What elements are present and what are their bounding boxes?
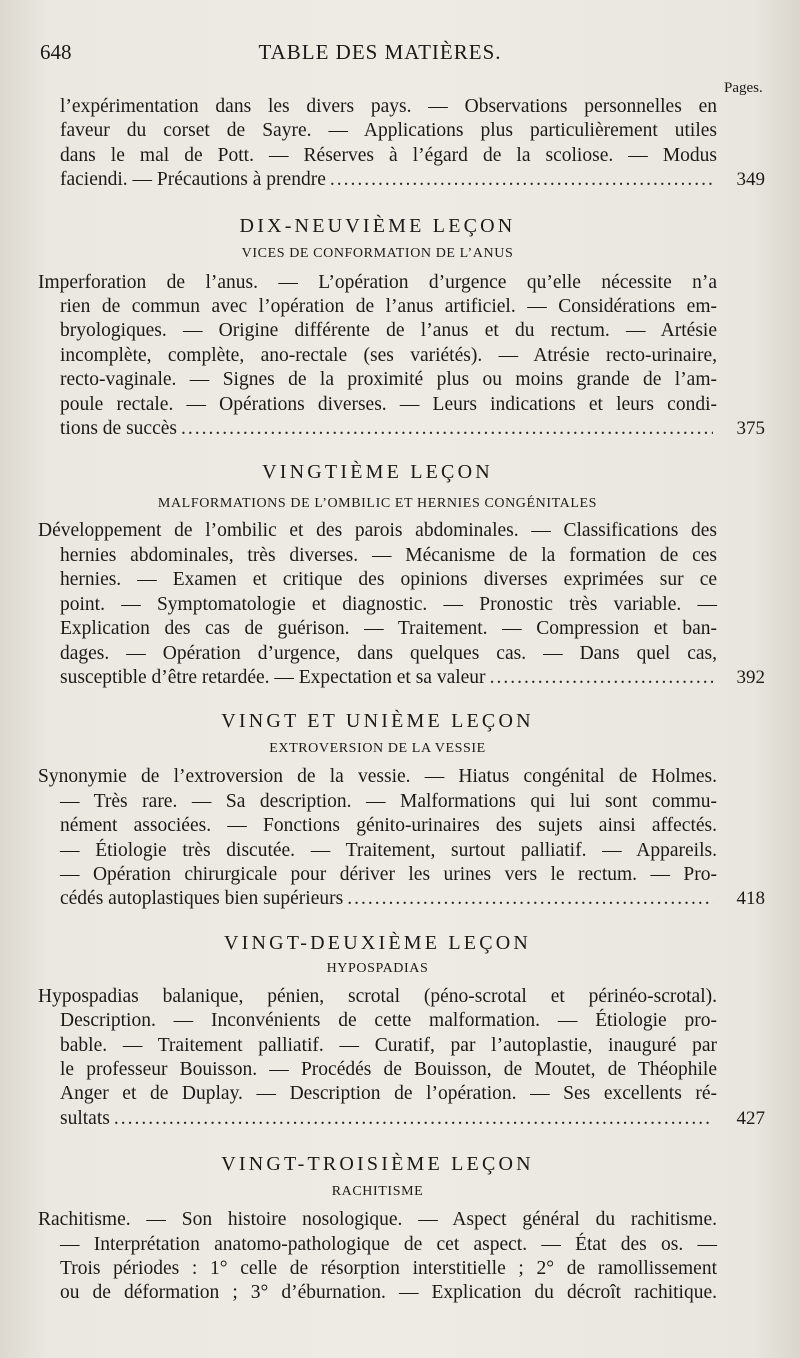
entry-line-last: cédés autoplastiques bien supérieurs ..... — [38, 887, 717, 911]
lesson-summary — [38, 985, 765, 1131]
entry-line-last: faciendi. — Précautions à prendre ..... — [38, 168, 717, 192]
entry-line: le professeur Bouisson. — Procédés de Bouisson, de Moutet, de Théophile — [60, 1058, 717, 1080]
entry-line: bable. — Traitement palliatif. — Curatif, par l’autoplastie, inauguré par — [60, 1034, 717, 1056]
lesson-title: VINGT ET UNIÈME LEÇON — [221, 710, 534, 733]
entry-line: bryologiques. — Origine différente de l’anus et du rectum. — Artésie — [60, 320, 717, 342]
page-ref: 427 — [736, 1107, 765, 1129]
entry-line: incomplète, complète, ano-rectale (ses variétés). — Atrésie recto-urinaire, — [60, 344, 717, 366]
dot-leader — [181, 417, 713, 441]
entry-line-last: susceptible d’être retardée. — Expectation et sa valeur ..... — [38, 666, 717, 690]
entry-line-last: sultats ..... — [38, 1107, 717, 1131]
entry-line: Description. — Inconvénients de cette malformation. — Étiologie pro- — [60, 1010, 717, 1032]
lesson-summary — [38, 1208, 765, 1306]
entry-line: dans le mal de Pott. — Réserves à l’égard de la scoliose. — Modus — [60, 144, 717, 166]
page-ref: 349 — [736, 169, 765, 191]
entry-line: — Interprétation anatomo-pathologique de cet aspect. — État des os. — — [60, 1233, 717, 1255]
lesson-title: VINGTIÈME LEÇON — [262, 461, 493, 484]
lesson-subtitle: EXTROVERSION DE LA VESSIE — [269, 741, 486, 757]
dot-leader — [347, 887, 713, 911]
entry-line: ou de déformation ; 3° d’éburnation. — Explication du décroît rachitique. — [60, 1282, 717, 1304]
entry-line: Rachitisme. — Son histoire nosologique. — Aspect général du rachitisme. — [38, 1209, 717, 1231]
entry-line: hernies. — Examen et critique des opinions diverses exprimées sur ce — [60, 569, 717, 591]
entry-line: Imperforation de l’anus. — L’opération d’urgence qu’elle nécessite n’a — [38, 271, 717, 293]
entry-line: Hypospadias balanique, pénien, scrotal (péno-scrotal et périnéo-scrotal). — [38, 985, 717, 1007]
running-title: TABLE DES MATIÈRES. — [258, 40, 502, 64]
entry-line: faveur du corset de Sayre. — Applications plus particulièrement utiles — [60, 120, 717, 142]
lesson-subtitle: VICES DE CONFORMATION DE L’ANUS — [241, 245, 514, 261]
entry-line: Anger et de Duplay. — Description de l’opération. — Ses excellents ré- — [60, 1083, 717, 1105]
lesson-summary — [38, 271, 765, 442]
entry-line: Synonymie de l’extroversion de la vessie. — Hiatus congénital de Holmes. — [38, 766, 717, 788]
dot-leader — [330, 168, 713, 192]
entry-line: l’expérimentation dans les divers pays. — Observations personnelles en — [60, 96, 717, 117]
lesson-title: VINGT-TROISIÈME LEÇON — [221, 1153, 534, 1176]
entry-line: rien de commun avec l’opération de l’anus artificiel. — Considérations em- — [60, 296, 717, 318]
lesson-subtitle: HYPOSPADIAS — [326, 960, 429, 976]
entry-line: hernies abdominales, très diverses. — Mécanisme de la formation de ces — [60, 544, 717, 566]
dot-leader — [490, 666, 713, 690]
running-head — [40, 40, 720, 66]
entry-line-last: tions de succès ..... — [38, 417, 717, 441]
page-ref: 375 — [736, 418, 765, 440]
lesson-subtitle: RACHITISME — [331, 1184, 424, 1200]
entry-line: — Opération chirurgicale pour dériver les urines vers le rectum. — Pro- — [60, 863, 717, 885]
entry-line: — Étiologie très discutée. — Traitement, surtout palliatif. — Appareils. — [60, 839, 717, 861]
page-ref: 392 — [736, 666, 765, 688]
entry-line: dages. — Opération d’urgence, dans quelques cas. — Dans quel cas, — [60, 642, 717, 664]
pages-column-label: Pages. — [724, 80, 763, 96]
entry-line: point. — Symptomatologie et diagnostic. — Pronostic très variable. — — [60, 593, 717, 615]
lesson-summary — [38, 765, 765, 911]
lesson-title: DIX-NEUVIÈME LEÇON — [239, 214, 516, 237]
entry-line: — Très rare. — Sa description. — Malformations qui lui sont commu- — [60, 790, 717, 812]
page-ref: 418 — [736, 888, 765, 910]
lesson-subtitle: MALFORMATIONS DE L’OMBILIC ET HERNIES CONGÉNITALES — [157, 496, 598, 512]
entry-line: Explication des cas de guérison. — Traitement. — Compression et ban- — [60, 618, 717, 640]
entry-line: poule rectale. — Opérations diverses. — Leurs indications et leurs condi- — [60, 393, 717, 415]
entry-line: Développement de l’ombilic et des parois abdominales. — Classifications des — [38, 520, 717, 542]
dot-leader — [114, 1107, 713, 1131]
entry-line: nément associées. — Fonctions génito-urinaires des sujets ainsi affectés. — [60, 815, 717, 837]
entry-line: recto-vaginale. — Signes de la proximité plus ou moins grande de l’am- — [60, 369, 717, 391]
entry-line: Trois périodes : 1° celle de résorption interstitielle ; 2° de ramollissement — [60, 1258, 717, 1279]
table-of-contents — [38, 95, 765, 1306]
entry-continuation — [38, 95, 765, 193]
page-number: 648 — [40, 40, 72, 64]
lesson-summary — [38, 519, 765, 690]
lesson-title: VINGT-DEUXIÈME LEÇON — [223, 931, 532, 954]
